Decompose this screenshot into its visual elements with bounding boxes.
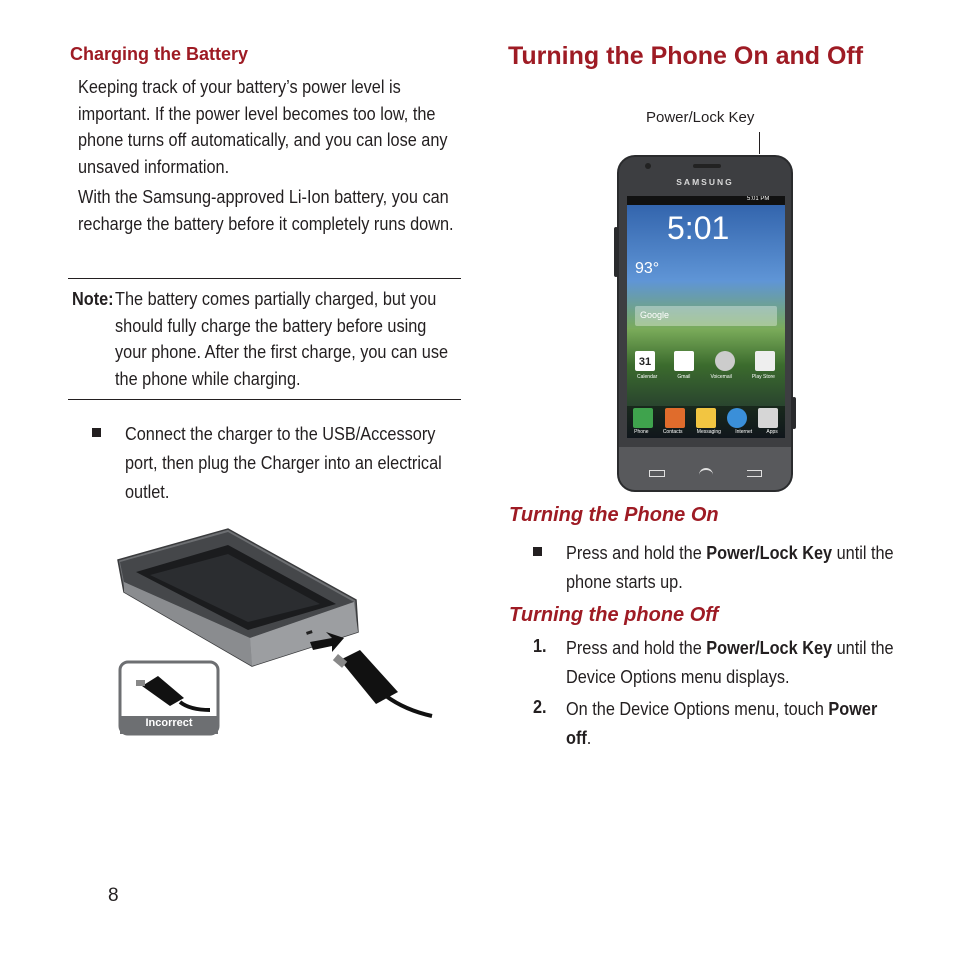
charger-instruction: [125, 419, 459, 506]
step-number: 1.: [533, 635, 547, 656]
app-row1-labels: [627, 374, 785, 380]
home-key-icon: [699, 468, 713, 478]
phone-screen: [627, 196, 785, 438]
off-step-1-number: [533, 633, 547, 660]
calendar-app-icon: 31: [635, 351, 655, 371]
para2-text: With the Samsung-approved Li-Ion battery, you can recharge the battery before it completely runs down.: [78, 186, 454, 234]
on-step-pre: Press and hold the: [566, 542, 707, 563]
bullet-square-on: [533, 547, 542, 556]
phone-front-image: [617, 155, 793, 492]
internet-app-icon: [727, 408, 747, 428]
volume-key: [614, 227, 618, 277]
app-label: Messaging: [696, 429, 721, 435]
step2-pre: On the Device Options menu, touch: [566, 698, 829, 719]
app-label: Internet: [735, 429, 753, 435]
page-number: 8: [108, 885, 119, 906]
messaging-app-icon: [696, 408, 716, 428]
bullet-text: Connect the charger to the USB/Accessory port, then plug the Charger into an electrical outlet.: [125, 423, 442, 502]
heading-turn-on: Turning the Phone On: [509, 504, 719, 526]
step-number: 2.: [533, 696, 547, 717]
brand-logo: SAMSUNG: [676, 177, 734, 187]
off-step-1: [566, 633, 900, 691]
phone-app-icon: [633, 408, 653, 428]
playstore-app-icon: [755, 351, 775, 371]
turn-on-instruction: [566, 538, 900, 596]
page-heading: Turning the Phone On and Off: [508, 42, 864, 70]
para1-text: Keeping track of your battery’s power level is important. If the power level becomes too low, the phone turns off automatically, and you can lose any unsaved information.: [78, 76, 448, 177]
step2-post: .: [586, 727, 592, 748]
note-label-text: Note:: [72, 288, 114, 309]
weather-temp: 93°: [635, 260, 660, 277]
note-top-rule: [68, 278, 461, 279]
step2-bold: Power off: [566, 698, 878, 748]
off-step-2: [566, 694, 900, 752]
charging-illustration: [110, 520, 450, 745]
contacts-app-icon: [665, 408, 685, 428]
app-label: Gmail: [677, 374, 691, 380]
app-label: Apps: [766, 429, 778, 435]
app-label: Calendar: [637, 374, 658, 380]
power-key: [792, 397, 796, 429]
app-label: Contacts: [662, 429, 683, 435]
section-title: Charging the Battery: [70, 44, 249, 64]
off-step-2-number: [533, 694, 547, 721]
note-bottom-rule: [68, 399, 461, 400]
note-label: [72, 286, 114, 313]
app-label: Play Store: [751, 374, 775, 380]
bullet-square: [92, 428, 101, 437]
step1-bold: Power/Lock Key: [706, 637, 833, 658]
menu-key-icon: [649, 470, 665, 477]
gmail-app-icon: [674, 351, 694, 371]
heading-turn-off: Turning the phone Off: [509, 604, 719, 626]
paragraph-recharge: [78, 184, 462, 237]
usb-connector-image: [333, 650, 432, 716]
search-label: Google: [640, 310, 670, 320]
status-time: 5:01 PM: [747, 196, 770, 202]
app-label: Phone: [634, 429, 649, 435]
front-camera: [645, 163, 651, 169]
paragraph-battery-level: [78, 74, 462, 180]
note-body: The battery comes partially charged, but you should fully charge the battery before using your phone. After the first charge, you can use the phone while charging.: [115, 288, 449, 389]
incorrect-label: Incorrect: [145, 717, 193, 729]
earpiece: [693, 164, 721, 168]
app-row2-labels: [627, 429, 785, 435]
callout-line: [759, 132, 760, 154]
apps-grid-icon: [758, 408, 778, 428]
on-step-post: until the phone starts up.: [566, 542, 894, 592]
note-text: [115, 286, 458, 392]
clock-time: 5:01: [667, 210, 730, 246]
on-step-bold: Power/Lock Key: [706, 542, 833, 563]
step1-post: until the Device Options menu displays.: [566, 637, 894, 687]
app-label: Voicemail: [710, 374, 732, 380]
voicemail-app-icon: [715, 351, 735, 371]
back-key-icon: [747, 470, 762, 477]
power-lock-callout: Power/Lock Key: [646, 109, 755, 126]
step1-pre: Press and hold the: [566, 637, 707, 658]
